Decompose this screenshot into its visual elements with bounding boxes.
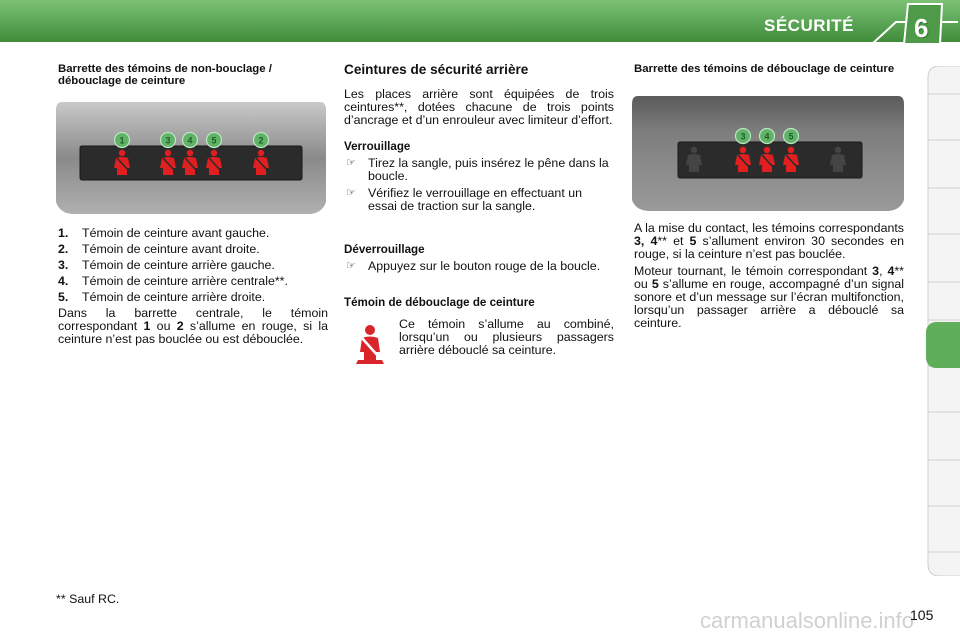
legend-item: 4. Témoin de ceinture arrière centrale**. (58, 274, 288, 288)
right-heading: Barrette des témoins de débouclage de ceinture (634, 63, 895, 75)
list-item: ☞ Tirez la sangle, puis insérez le pêne dans la boucle. (346, 156, 609, 183)
unlocking-list (344, 260, 614, 273)
left-heading: Barrette des témoins de non-bouclage / débouclage de ceinture (58, 63, 272, 87)
lamp-number-label: 3 (165, 135, 171, 146)
left-heading-block (58, 63, 328, 87)
lamp-number-label: 1 (119, 135, 125, 146)
right-heading-block (634, 63, 904, 75)
locking-list (344, 157, 614, 213)
page-number: 105 (910, 607, 934, 623)
lamp-number-label: 3 (740, 131, 746, 142)
left-legend-block (58, 227, 328, 346)
warning-block (344, 318, 614, 378)
rear-warning-panel-image (632, 96, 904, 211)
intro-paragraph: Les places arrière sont équipées de trois ceintures**, dotées chacune de trois points d’ancrage et d’un enrouleur avec limiteur d’effort. (344, 87, 614, 127)
warning-heading: Témoin de débouclage de ceinture (344, 296, 535, 309)
watermark: carmanualsonline.info (700, 608, 915, 633)
hand-pointer-icon: ☞ (346, 187, 356, 199)
lamp-number-label: 4 (764, 131, 770, 142)
middle-column (344, 63, 614, 378)
lamp-number-label: 2 (258, 135, 264, 146)
legend-item: 1. Témoin de ceinture avant gauche. (58, 226, 270, 240)
footnote: ** Sauf RC. (56, 592, 120, 606)
lamp-number-label: 5 (211, 135, 217, 146)
legend-item: 2. Témoin de ceinture avant droite. (58, 242, 260, 256)
lamp-number-label: 5 (788, 131, 794, 142)
locking-heading: Verrouillage (344, 140, 411, 153)
section-title: Ceintures de sécurité arrière (344, 62, 529, 77)
hand-pointer-icon: ☞ (346, 260, 356, 272)
chapter-title: SÉCURITÉ (764, 16, 854, 35)
left-paragraph: Dans la barrette centrale, le témoin correspondant 1 ou 2 s’allume en rouge, si la ceinture n’est pas bouclée ou est débouclée. (58, 306, 328, 346)
seatbelt-warning-icon (350, 324, 390, 366)
chapter-tab-active[interactable] (926, 322, 960, 368)
chapter-number: 6 (914, 13, 929, 43)
list-item: ☞ Vérifiez le verrouillage en effectuant un essai de traction sur la sangle. (346, 186, 582, 213)
legend-item: 3. Témoin de ceinture arrière gauche. (58, 258, 275, 272)
legend-item: 5. Témoin de ceinture arrière droite. (58, 290, 266, 304)
hand-pointer-icon: ☞ (346, 157, 356, 169)
list-item: ☞ Appuyez sur le bouton rouge de la boucle. (346, 259, 601, 273)
lamp-number-label: 4 (187, 135, 193, 146)
right-text-block (634, 222, 904, 330)
right-paragraph-2: Moteur tournant, le témoin correspondant 3, 4** ou 5 s’allume en rouge, accompagné d’un signal sonore et d’un message sur l’écran multifonction, lorsqu’un passager arrière a débouclé sa ceinture. (634, 264, 904, 330)
unlocking-heading: Déverrouillage (344, 243, 425, 256)
front-warning-panel-image (56, 102, 326, 214)
right-paragraph-1: A la mise du contact, les témoins correspondants 3, 4** et 5 s’allument environ 30 secondes en rouge, si la ceinture n’est pas bouclée. (634, 221, 904, 261)
side-tabs (926, 66, 960, 576)
legend-list (58, 227, 328, 304)
warning-text: Ce témoin s’allume au combiné, lorsqu’un ou plusieurs passagers arrière débouclé sa ceinture. (399, 317, 614, 357)
